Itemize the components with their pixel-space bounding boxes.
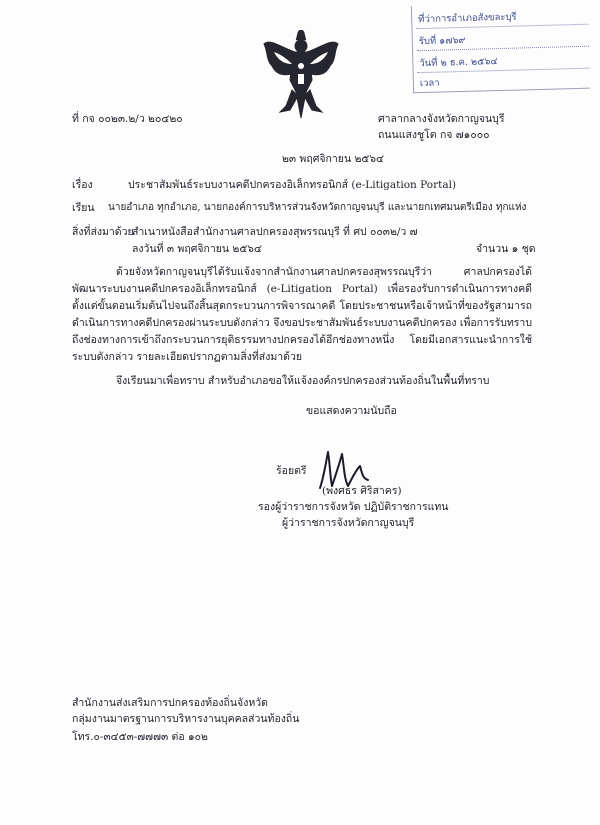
receipt-stamp <box>411 2 590 94</box>
stamp-reg-no: รับที่ ๑๗๖๙ <box>418 34 466 48</box>
stamp-time: เวลา <box>419 77 440 90</box>
recipient-text: นายอำเภอ ทุกอำเภอ, นายกองค์การบริหารส่วนจังหวัดกาญจนบุรี และนายกเทศมนตรีเมือง ทุกแห่ง <box>108 202 527 213</box>
office-address: ถนนแสงชูโต กจ ๗๑๐๐๐ <box>378 129 490 141</box>
footer-department: สำนักงานส่งเสริมการปกครองท้องถิ่นจังหวัด <box>72 697 268 709</box>
subject-text: ประชาสัมพันธ์ระบบงานคดีปกครองอิเล็กทรอนิกส์ (e-Litigation Portal) <box>128 179 457 191</box>
body-paragraph-1: ด้วยจังหวัดกาญจนบุรีได้รับแจ้งจากสำนักงานศาลปกครองสุพรรณบุรีว่า ศาลปกครองได้พัฒนาระบบงานคดีปกครองอิเล็กทรอนิกส์ (e-Litigation Portal) เพื่อรองรับการดำเนินการทางคดีตั้งแต่ขั้นตอนเริ่มต้นไปจนถึงสิ้นสุดกระบวนการพิจารณาคดี โดยประชาชนหรือเจ้าหน้าที่ของรัฐสามารถดำเนินการทางคดีปกครองผ่านระบบดังกล่าว จึงขอประชาสัมพันธ์ระบบงานคดีปกครอง เพื่อการรับทราบถึงช่องทางการเข้าถึงกระบวนการยุติธรรมทางปกครองได้อีกช่องทางหนึ่ง โดยมีเอกสารแนะนำการใช้ระบบดังกล่าว รายละเอียดปรากฏตามสิ่งที่ส่งมาด้วย <box>72 266 532 363</box>
signer-name: (พงศธร ศิริสาคร) <box>322 485 402 497</box>
signer-position-1: รองผู้ว่าราชการจังหวัด ปฏิบัติราชการแทน <box>258 501 449 513</box>
body-paragraph-2: จึงเรียนมาเพื่อทราบ สำหรับอำเภอขอให้แจ้งองค์กรปกครองส่วนท้องถิ่นในพื้นที่ทราบ <box>116 375 490 387</box>
signer-position-2: ผู้ว่าราชการจังหวัดกาญจนบุรี <box>282 517 415 529</box>
recipient-label: เรียน <box>72 202 95 214</box>
office-name: ศาลากลางจังหวัดกาญจนบุรี <box>378 113 505 125</box>
footer-phone: โทร.๐-๓๔๕๓-๗๗๗๓ ต่อ ๑๐๒ <box>72 731 208 743</box>
footer-group: กลุ่มงานมาตรฐานการบริหารงานบุคคลส่วนท้องถิ่น <box>72 713 300 725</box>
document-date: ๒๓ พฤศจิกายน ๒๕๖๔ <box>282 153 384 165</box>
stamp-date: วันที่ ๒ ธ.ค. ๒๕๖๔ <box>419 56 498 70</box>
attachment-line-2: ลงวันที่ ๓ พฤศจิกายน ๒๕๖๔ <box>132 243 262 255</box>
stamp-office: ที่ว่าการอำเภอสังขละบุรี <box>418 11 517 26</box>
subject-label: เรื่อง <box>72 179 93 191</box>
document-number: ที่ กจ ๐๐๒๓.๒/ว ๒๐๔๒๐ <box>72 113 183 125</box>
attachment-line-1: สำเนาหนังสือสำนักงานศาลปกครองสุพรรณบุรี ที่ ศป ๐๐๓๒/ว ๗ <box>132 226 418 238</box>
signer-rank: ร้อยตรี <box>276 465 307 477</box>
attachment-label: สิ่งที่ส่งมาด้วย <box>72 226 134 238</box>
closing-text: ขอแสดงความนับถือ <box>306 405 397 417</box>
garuda-emblem-icon <box>262 30 340 120</box>
attachment-quantity: จำนวน ๑ ชุด <box>476 243 536 255</box>
